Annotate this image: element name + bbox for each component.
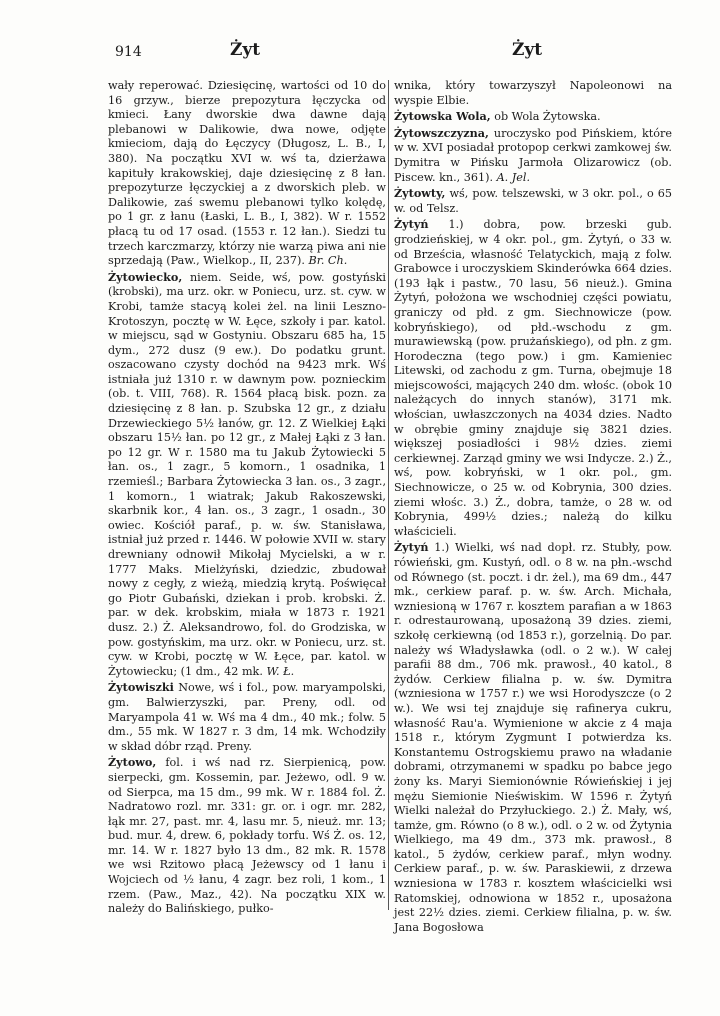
entry [394,540,672,935]
entry-text: wnika, który towarzyszył Napoleonowi na wyspie Elbie. [394,79,672,107]
right-column [394,78,672,936]
entry-headword: Żytowska Wola, [394,109,491,124]
entry-headword: Żytowo, [108,755,157,770]
column-divider [388,80,389,910]
entry [394,186,672,216]
entry-text: wały reperować. Dziesięcinę, wartości od 10 do 16 grzyw., bierze prepozytura łęczycka od kmieci. Łany dworskie dwa dawne dają plebanowi w Dalikowie, dwa nowe, odjęte kmieciom, dają do Łęczycy (Długosz, L. B., I, 380). Na początku XVI w. wś ta, dzierżawa kapituły krakowskiej, daje dziesięcinę z 8 łan. prepozyturze łęczyckiej a z dworskich pleb. w Dalikowie, zaś swemu plebanowi tylko kolędę, po 1 gr. z łanu (Łaski, L. B., I, 382). W r. 1552 płacą tu od 17 osad. (1553 r. 12 łan.). Siedzi tu trzech karczmarzy, którzy nie warzą piwa ani nie sprzedają (Paw., Wielkop., II, 237). [108,79,386,268]
entry-signature: Br. Ch. [308,254,348,268]
entry-text: ob Wola Żytowska. [494,110,601,124]
entry [394,109,672,125]
entry [394,78,672,108]
entry [108,680,386,754]
entry-headword: Żytyń [394,217,429,232]
entry-headword: Żytowiszki [108,680,174,695]
entry-text: wś, pow. telszewski, w 3 okr. pol., o 65 w. od Telsz. [394,187,672,215]
entry-text: uroczysko pod Pińskiem, które w w. XVI posiadał protopop cerkwi zamkowej św. Dymitra w Pińsku Jarmoła Olizarowicz (ob. Piscew. kn., 361). [394,126,672,184]
running-head-right: Żyt [512,40,543,60]
entry [108,78,386,269]
entry-headword: Żytowszczyzna, [394,125,489,140]
entry [108,270,386,680]
entry-headword: Żytyń [394,540,429,555]
page-header [0,40,720,64]
entry-text: 1.) dobra, pow. brzeski gub. grodzieńskiej, w 4 okr. pol., gm. Żytyń, o 33 w. od Brześcia, własność Telatyckich, mają z folw. Grabowce i uroczyskiem Skinderówka 664 dzies. (193 łąk i pastw., 70 lasu, 56 nieuż.). Gmina Żytyń, położona we wschodniej części powiatu, graniczy od płd. z gm. Siechnowicze (pow. kobryńskiego), od płd.-wschodu z gm. murawiewską (pow. prużańskiego), od płn. z gm. Horodeczna (tego pow.) i gm. Kamieniec Litewski, od zachodu z gm. Turna, obejmuje 18 miejscowości, mających 240 dm. włośc. (obok 10 należących do innych stanów), 3171 mk. włościan, uwłaszczonych na 4034 dzies. Nadto w obrębie gminy znajduje się 3821 dzies. większej posiadłości i 98½ dzies. ziemi cerkiewnej. Zarząd gminy we wsi Indycze. 2.) Ż., wś, pow. kobryński, w 1 okr. pol., gm. Siechnowicze, o 25 w. od Kobrynia, 300 dzies. ziemi włośc. 3.) Ż., dobra, tamże, o 28 w. od Kobrynia, 499½ dzies.; należą do kilku właścicieli. [394,218,672,538]
running-head-left: Żyt [230,40,261,60]
entry-text: niem. Seide, wś, pow. gostyński (krobski), ma urz. okr. w Poniecu, urz. st. cyw. w Krobi, tamże stacyą kolei żel. na linii Leszno-Krotoszyn, pocztę w W. Łęce, szkoły i par. katol. w miejscu, sąd w Gostyniu. Obszaru 685 ha, 15 dym., 272 dusz (9 ew.). Do podatku grunt. oszacowano czysty dochód na 9423 mrk. Wś istniała już 1310 r. w dawnym pow. poznieckim (ob. t. VIII, 768). R. 1564 płacą bisk. pozn. za dziesięcinę z 8 łan. p. Szubska 12 gr., z działu Drzewieckiego 5½ łanów, gr. 12. Z Wielkiej Łąki obszaru 15½ łan. po 12 gr., z Małej Łąki z 3 łan. po 12 gr. W r. 1580 ma tu Jakub Żytowiecki 5 łan. os., 1 zagr., 5 komorn., 1 osadnika, 1 rzemieśl.; Barbara Żytowiecka 3 łan. os., 3 zagr., 1 komorn., 1 wiatrak; Jakub Rakoszewski, skarbnik kor., 4 łan. os., 3 zagr., 1 osadn., 30 owiec. Kościół paraf., p. w. św. Stanisława, istniał już przed r. 1446. W połowie XVII w. stary drewniany odnowił Mikołaj Mycielski, a w r. 1777 Maks. Mielżyński, dziedzic, zbudował nowy z cegły, z wieżą, miedzią krytą. Poświęcał go Piotr Gubański, dziekan i prob. krobski. Ż. par. w dek. krobskim, miała w 1873 r. 1921 dusz. 2.) Ż. Aleksandrowo, fol. do Grodziska, w pow. gostyńskim, ma urz. okr. w Poniecu, urz. st. cyw. w Krobi, pocztę w W. Łęce, par. katol. w Żytowiecku; (1 dm., 42 mk. [108,270,386,678]
entry-headword: Żytowty, [394,186,446,201]
entry [108,755,386,917]
entry-headword: Żytowiecko, [108,269,183,284]
left-column [108,78,386,918]
entry [394,126,672,185]
entry-signature: A. Jel. [496,170,531,184]
entry [394,217,672,539]
entry-text: fol. i wś nad rz. Sierpienicą, pow. sierpecki, gm. Kossemin, par. Jeżewo, odl. 9 w. od Sierpca, ma 15 dm., 99 mk. W r. 1884 fol. Ż. Nadratowo rozl. mr. 331: gr. or. i ogr. mr. 282, łąk mr. 27, past. mr. 4, lasu mr. 5, nieuż. mr. 13; bud. mur. 4, drew. 6, pokłady torfu. Wś Ż. os. 12, mr. 14. W r. 1827 było 13 dm., 82 mk. R. 1578 we wsi Rzitowo płacą Jeżewscy od 1 łanu i Wojciech od ½ łanu, 4 zagr. bez roli, 1 kom., 1 rzem. (Paw., Maz., 42). Na początku XIX w. należy do Balińskiego, pułko- [108,756,386,916]
page-number: 914 [115,44,142,60]
entry-signature: W. Ł. [266,664,295,678]
entry-text: 1.) Wielki, wś nad dopł. rz. Stubły, pow. rówieński, gm. Kustyń, odl. o 8 w. na płn.-wschd od Równego (st. poczt. i dr. żel.), ma 69 dm., 447 mk., cerkiew paraf. p. w. św. Arch. Michała, wzniesioną w 1767 r. kosztem parafian a w 1863 r. odrestaurowaną, uposażoną 39 dzies. ziemi, szkołę cerkiewną (od 1853 r.), gorzelnią. Do par. należy wś Władysławka (odl. o 2 w.). W całej parafii 88 dm., 706 mk. prawosł., 40 katol., 8 żydów. Cerkiew filialna p. w. św. Dymitra (wzniesiona w 1757 r.) we wsi Horodyszcze (o 2 w.). We wsi tej znajduje się rafinerya cukru, własność Rau'a. Wymienione w akcie z 4 maja 1518 r., którym Zygmunt I potwierdza ks. Konstantemu Ostrogskiemu prawo na władanie dobrami, otrzymanemi w spadku po babce jego żony ks. Maryi Siemionównie Rówieńskiej i jej mężu Siemionie Nieświskim. W 1596 r. Żytyń Wielki należał do Przyłuckiego. 2.) Ż. Mały, wś, tamże, gm. Równo (o 8 w.), odl. o 2 w. od Żytynia Wielkiego, ma 49 dm., 373 mk. prawosł., 8 katol., 5 żydów, cerkiew paraf., młyn wodny. Cerkiew paraf., p. w. św. Paraskiewii, z drzewa wzniesiona w 1783 r. kosztem właścicielki wsi Ratomskiej, odnowiona w 1852 r., uposażona jest 22½ dzies. ziemi. Cerkiew filialna, p. w. św. Jana Bogosłowa [394,541,672,934]
entry-text: Nowe, wś i fol., pow. maryampolski, gm. Balwierzyszki, par. Preny, odl. od Maryampola 41 w. Wś ma 4 dm., 40 mk.; folw. 5 dm., 55 mk. W 1827 r. 3 dm, 14 mk. Wchodziły w skład dóbr rząd. Preny. [108,681,387,753]
